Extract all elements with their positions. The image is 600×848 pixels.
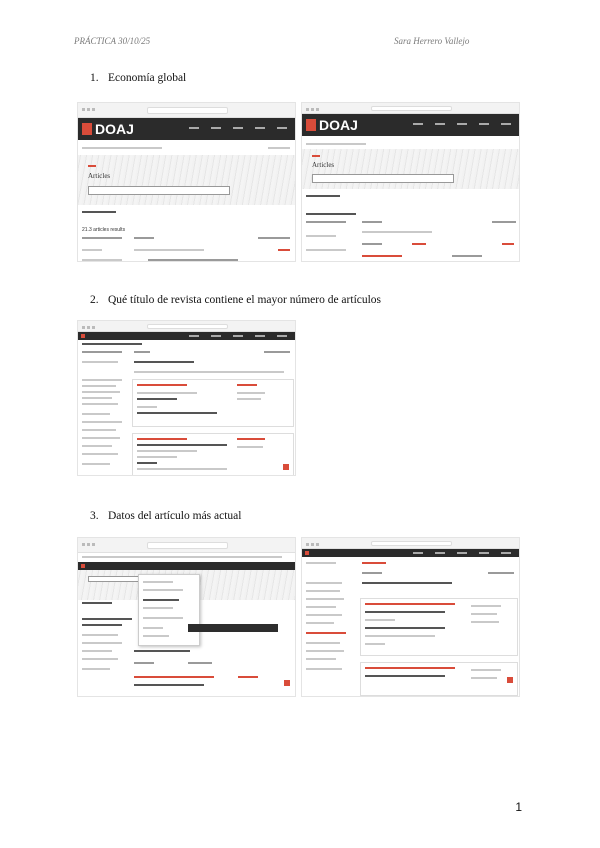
result-card[interactable] bbox=[132, 379, 294, 427]
header-left: PRÁCTICA 30/10/25 bbox=[74, 36, 151, 46]
section-heading-3 bbox=[90, 510, 241, 522]
screenshot-latest-article bbox=[301, 537, 520, 697]
scroll-top-button[interactable] bbox=[284, 680, 290, 686]
doaj-logo-icon bbox=[82, 123, 92, 135]
doaj-logo-icon bbox=[81, 564, 85, 568]
page-number: 1 bbox=[515, 800, 522, 814]
hero-title: Articles bbox=[88, 172, 111, 180]
screenshot-articles-results bbox=[301, 102, 520, 262]
result-card[interactable] bbox=[360, 598, 518, 656]
section-title: Datos del artículo más actual bbox=[108, 510, 242, 522]
doaj-logo-text: DOAJ bbox=[95, 121, 134, 137]
doaj-navbar bbox=[78, 562, 296, 570]
hero-banner bbox=[78, 155, 296, 205]
tooltip bbox=[188, 624, 278, 632]
search-input[interactable] bbox=[88, 186, 230, 195]
screenshot-journal-filter bbox=[77, 320, 296, 476]
hero-banner bbox=[302, 149, 520, 189]
browser-toolbar bbox=[78, 103, 295, 118]
scroll-top-button[interactable] bbox=[283, 464, 289, 470]
results-count: 21.3 articles results bbox=[82, 227, 126, 233]
section-number: 3. bbox=[90, 510, 99, 522]
header-right: Sara Herrero Vallejo bbox=[394, 36, 470, 46]
section-number: 1. bbox=[90, 72, 99, 84]
doaj-logo-icon bbox=[305, 551, 309, 555]
sort-dropdown-menu[interactable] bbox=[138, 574, 200, 646]
screenshot-search-articles bbox=[77, 102, 296, 262]
doaj-navbar bbox=[302, 114, 519, 136]
doaj-logo-icon bbox=[81, 334, 85, 338]
section-number: 2. bbox=[90, 294, 99, 306]
doaj-logo-icon bbox=[306, 119, 316, 131]
result-card[interactable] bbox=[360, 662, 518, 696]
hero-title: Articles bbox=[312, 161, 335, 169]
screenshot-sort-dropdown bbox=[77, 537, 296, 697]
doaj-logo-text: DOAJ bbox=[319, 117, 358, 133]
doaj-navbar bbox=[78, 332, 295, 340]
result-card[interactable] bbox=[132, 433, 294, 476]
search-input[interactable] bbox=[312, 174, 454, 183]
scroll-top-button[interactable] bbox=[507, 677, 513, 683]
doaj-navbar bbox=[302, 549, 519, 557]
section-title: Economía global bbox=[108, 72, 187, 84]
section-heading-1 bbox=[90, 72, 186, 84]
section-heading-2 bbox=[90, 294, 381, 306]
section-title: Qué título de revista contiene el mayor número de artículos bbox=[108, 294, 382, 306]
doaj-navbar bbox=[78, 118, 295, 140]
